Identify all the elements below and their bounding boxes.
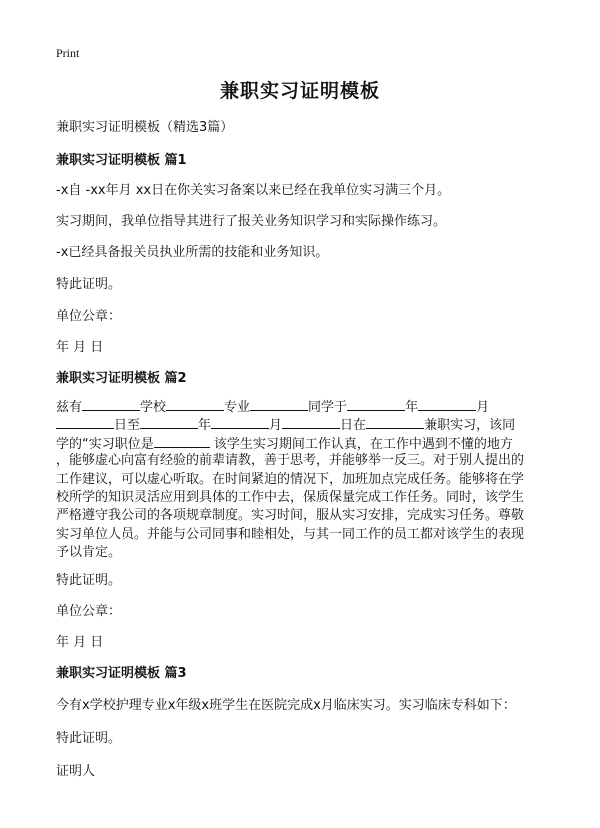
blank-field xyxy=(211,415,269,429)
subtitle: 兼职实习证明模板（精选3篇） xyxy=(56,120,234,135)
blank-field xyxy=(140,415,198,429)
blank-field xyxy=(366,415,424,429)
section1-heading: 兼职实习证明模板 篇1 xyxy=(56,153,187,168)
blank-field xyxy=(282,415,340,429)
section2-line-5: 工作建议，可以虚心听取。在时间紧迫的情况下，加班加点完成任务。能够将在学 xyxy=(56,471,525,487)
section2-line-3: 学的“实习职位是 该学生实习期间工作认真，在工作中遇到不懂的地方 xyxy=(56,434,552,452)
section3-heading: 兼职实习证明模板 篇3 xyxy=(56,666,187,681)
blank-field xyxy=(418,397,476,411)
blank-field xyxy=(250,397,308,411)
section2-line-8: 实习单位人员。并能与公司同事和睦相处，与其一同工作的员工都对该学生的表现 xyxy=(56,526,525,542)
section2-seal: 单位公章： xyxy=(56,604,122,619)
section2-body xyxy=(56,397,552,563)
blank-field xyxy=(154,434,210,448)
section2-line-1: 兹有 学校 专业 同学于 年 月 xyxy=(56,397,552,415)
section1-paragraph-1: -x自 -xx年月 xx日在你关实习备案以来已经在我单位实习满三个月。 xyxy=(56,183,451,198)
blank-field xyxy=(166,397,224,411)
section2-certify: 特此证明。 xyxy=(56,573,122,588)
section3-paragraph-1: 今有x学校护理专业x年级x班学生在医院完成x月临床实习。实习临床专科如下： xyxy=(56,698,516,713)
section2-line-2: 日至 年 月 日在 兼职实习，该同 xyxy=(56,415,552,433)
section2-date: 年 月 日 xyxy=(56,635,104,650)
blank-field xyxy=(82,397,140,411)
section1-date: 年 月 日 xyxy=(56,340,104,355)
section2-line-4: ，能够虚心向富有经验的前辈请教，善于思考，并能够举一反三。对于别人提出的 xyxy=(56,453,525,469)
section3-certify: 特此证明。 xyxy=(56,731,122,746)
section1-paragraph-2: 实习期间，我单位指导其进行了报关业务知识学习和实际操作练习。 xyxy=(56,214,447,229)
blank-field xyxy=(56,415,114,429)
print-label[interactable]: Print xyxy=(56,46,80,60)
section2-line-7: 严格遵守我公司的各项规章制度。实习时间，服从实习安排，完成实习任务。尊敬 xyxy=(56,508,525,524)
section2-line-9: 予以肯定。 xyxy=(56,545,122,561)
section1-paragraph-3: -x已经具备报关员执业所需的技能和业务知识。 xyxy=(56,245,329,260)
blank-field xyxy=(347,397,405,411)
section1-certify: 特此证明。 xyxy=(56,277,122,292)
section2-line-6: 校所学的知识灵活应用到具体的工作中去，保质保量完成工作任务。同时，该学生 xyxy=(56,489,525,505)
section1-seal: 单位公章： xyxy=(56,309,122,324)
section2-heading: 兼职实习证明模板 篇2 xyxy=(56,371,187,386)
page-title: 兼职实习证明模板 xyxy=(219,80,380,102)
section3-signer: 证明人 xyxy=(56,764,96,779)
